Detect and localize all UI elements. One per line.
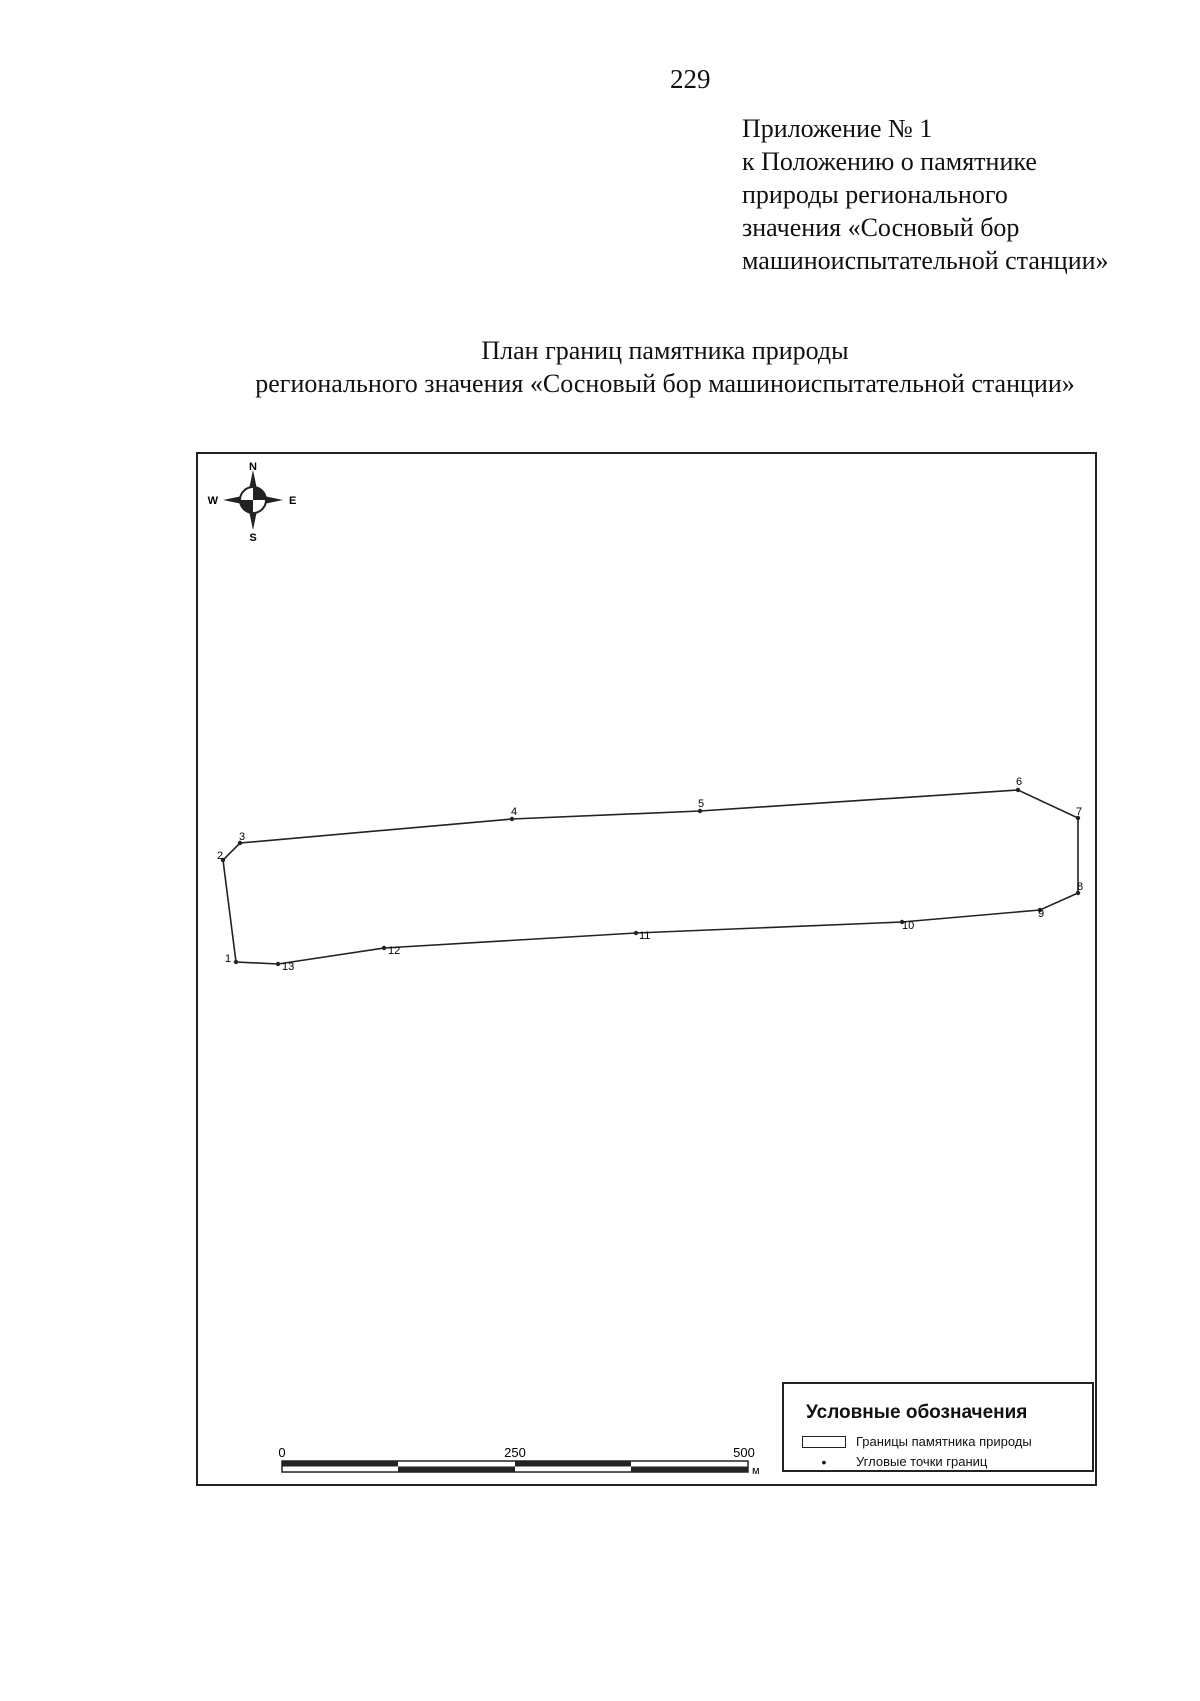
legend-item-boundary bbox=[802, 1434, 1032, 1449]
point-label: 2 bbox=[217, 850, 224, 862]
compass-rose-icon bbox=[208, 461, 297, 544]
point-label: 3 bbox=[239, 831, 246, 843]
scale-bar bbox=[278, 1445, 759, 1477]
boundary-point-labels bbox=[217, 776, 1083, 973]
plan-title-line: План границ памятника природы bbox=[481, 336, 849, 365]
scale-label-start: 0 bbox=[278, 1445, 286, 1460]
point-dot-icon: • bbox=[821, 1453, 827, 1470]
boundary-point bbox=[382, 946, 386, 950]
legend-item-points bbox=[802, 1454, 987, 1469]
legend-item-label: Угловые точки границ bbox=[856, 1454, 988, 1469]
point-label: 10 bbox=[902, 920, 915, 932]
boundary-point bbox=[634, 931, 638, 935]
point-label: 11 bbox=[639, 930, 651, 942]
scale-label-end: 500 bbox=[733, 1445, 755, 1460]
appendix-line: значения «Сосновый бор bbox=[742, 213, 1020, 242]
boundary-point bbox=[276, 962, 280, 966]
boundary-swatch-icon bbox=[802, 1436, 846, 1448]
point-label: 5 bbox=[698, 798, 705, 810]
plan-title-line: регионального значения «Сосновый бор машиноиспытательной станции» bbox=[255, 369, 1075, 398]
compass-east-label: E bbox=[289, 495, 297, 507]
appendix-line: машиноиспытательной станции» bbox=[742, 246, 1109, 275]
appendix-line: природы регионального bbox=[742, 180, 1008, 209]
compass-north-label: N bbox=[249, 461, 257, 473]
point-label: 9 bbox=[1038, 908, 1045, 920]
page-number: 229 bbox=[670, 64, 711, 94]
compass-south-label: S bbox=[249, 532, 257, 544]
point-label: 13 bbox=[282, 961, 295, 973]
point-label: 12 bbox=[388, 945, 401, 957]
point-label: 8 bbox=[1077, 881, 1084, 893]
boundary-point bbox=[234, 960, 238, 964]
legend-item-label: Границы памятника природы bbox=[856, 1434, 1032, 1449]
boundary-point bbox=[1016, 788, 1020, 792]
point-label: 6 bbox=[1016, 776, 1023, 788]
scale-label-mid: 250 bbox=[504, 1445, 526, 1460]
point-label: 4 bbox=[511, 806, 518, 818]
point-label: 1 bbox=[225, 953, 232, 965]
scale-unit: м bbox=[752, 1465, 760, 1477]
boundary-polygon bbox=[223, 790, 1078, 964]
appendix-line: к Положению о памятнике bbox=[742, 147, 1037, 176]
appendix-line: Приложение № 1 bbox=[742, 114, 933, 143]
point-label: 7 bbox=[1076, 806, 1083, 818]
map-legend bbox=[782, 1382, 1094, 1472]
boundary-points bbox=[221, 788, 1083, 966]
compass-west-label: W bbox=[207, 495, 218, 507]
legend-title: Условные обозначения bbox=[806, 1402, 1028, 1423]
